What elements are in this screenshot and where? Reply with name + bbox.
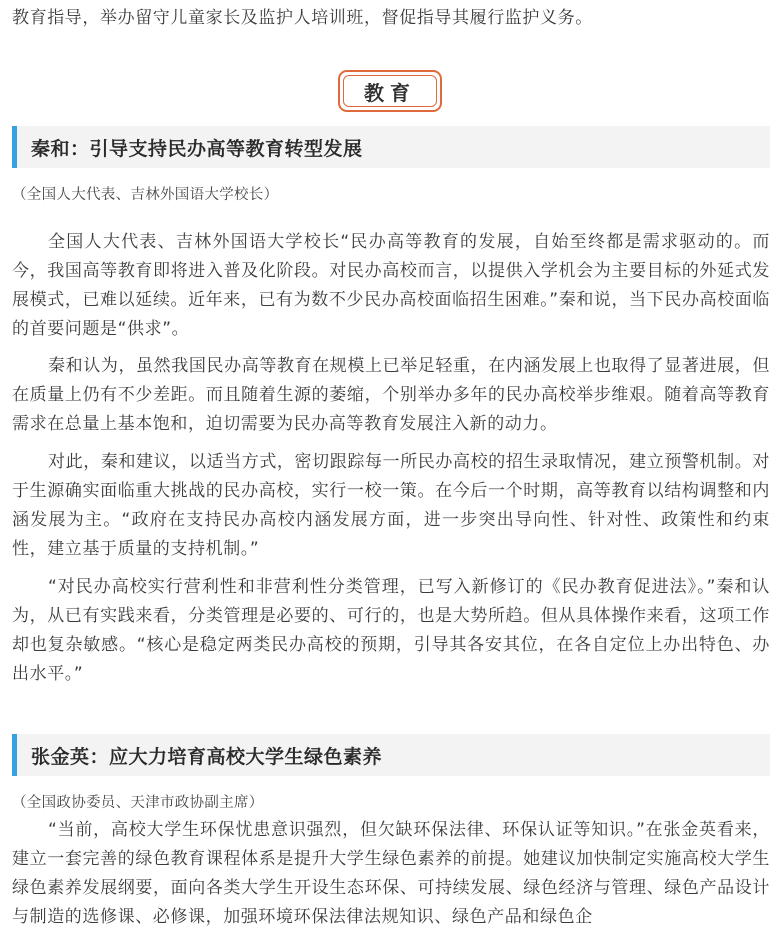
section-badge-label: 教育	[343, 75, 437, 107]
article1-paragraph: 全国人大代表、吉林外国语大学校长“民办高等教育的发展，自始至终都是需求驱动的。而今，我国高等教育即将进入普及化阶段。对民办高校而言，以提供入学机会为主要目标的外延式发展模式，已难以延续。近年来，已有为数不少民办高校面临招生困难。”秦和说，当下民办高校面临的首要问题是“供求”。	[12, 232, 770, 339]
article2-role: （全国政协委员、天津市政协副主席）	[12, 795, 264, 811]
article1-title: 秦和：引导支持民办高等教育转型发展	[12, 126, 770, 168]
section-badge	[338, 70, 442, 112]
article1-role: （全国人大代表、吉林外国语大学校长）	[12, 187, 279, 203]
article1-paragraph: 秦和认为，虽然我国民办高等教育在规模上已举足轻重，在内涵发展上也取得了显著进展，但在质量上仍有不少差距。而且随着生源的萎缩，个别举办多年的民办高校举步维艰。随着高等教育需求在总量上基本饱和，迫切需要为民办高等教育发展注入新的动力。	[12, 356, 770, 434]
article1-paragraph: “对民办高校实行营利性和非营利性分类管理，已写入新修订的《民办教育促进法》。”秦和认为，从已有实践来看，分类管理是必要的、可行的，也是大势所趋。但从具体操作来看，这项工作却也复杂敏感。“核心是稳定两类民办高校的预期，引导其各安其位，在各自定位上办出特色、办出水平。”	[12, 577, 770, 684]
article2-paragraph: “当前，高校大学生环保忧患意识强烈，但欠缺环保法律、环保认证等知识。”在张金英看来，建立一套完善的绿色教育课程体系是提升大学生绿色素养的前提。她建议加快制定实施高校大学生绿色素养发展纲要，面向各类大学生开设生态环保、可持续发展、绿色经济与管理、绿色产品设计与制造的选修课、必修课，加强环境环保法律法规知识、绿色产品和绿色企	[12, 820, 770, 927]
intro-paragraph-tail: 教育指导，举办留守儿童家长及监护人培训班，督促指导其履行监护义务。	[12, 8, 593, 28]
article2-title: 张金英：应大力培育高校大学生绿色素养	[12, 734, 770, 776]
article1-paragraph: 对此，秦和建议，以适当方式，密切跟踪每一所民办高校的招生录取情况，建立预警机制。对于生源确实面临重大挑战的民办高校，实行一校一策。在今后一个时期，高等教育以结构调整和内涵发展为主。“政府在支持民办高校内涵发展方面，进一步突出导向性、针对性、政策性和约束性，建立基于质量的支持机制。”	[12, 452, 770, 559]
